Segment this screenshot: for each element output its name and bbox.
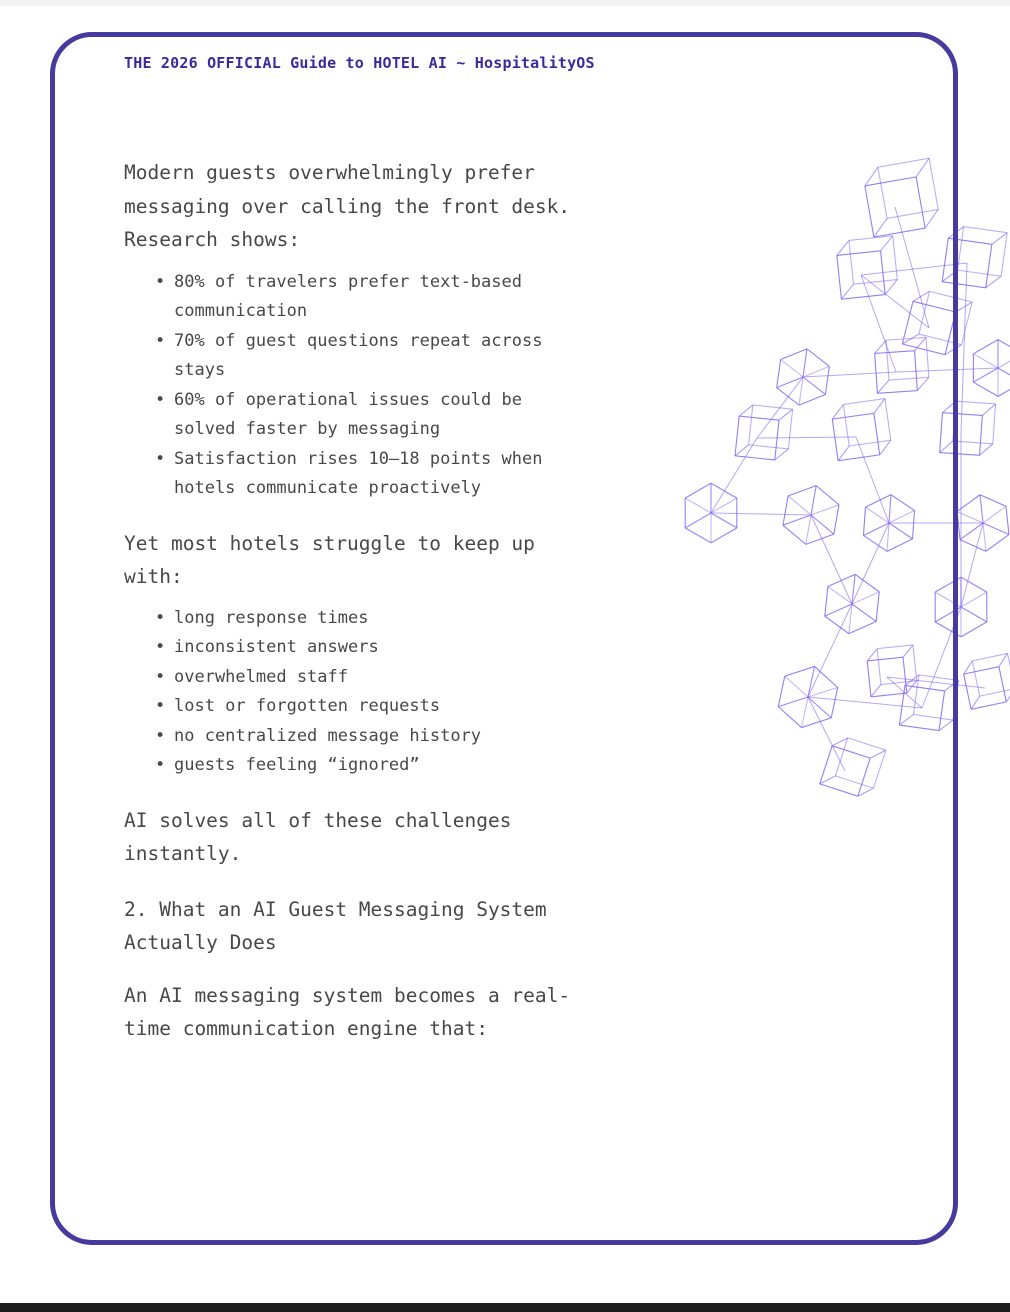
list-item: • 60% of operational issues could be solved faster by messaging	[124, 386, 563, 445]
document-header: THE 2026 OFFICIAL Guide to HOTEL AI ~ HospitalityOS	[124, 54, 595, 72]
list-item: • long response times	[124, 604, 563, 634]
section2-intro-paragraph: An AI messaging system becomes a real-time communication engine that:	[124, 983, 571, 1040]
top-edge-strip	[0, 0, 1010, 6]
intro-line-1: Modern guests overwhelmingly prefer messaging over calling the front desk.	[124, 161, 571, 218]
list-item: • no centralized message history	[124, 722, 563, 752]
list-item: • Satisfaction rises 10–18 points when hotels communicate proactively	[124, 445, 563, 504]
list-item: • guests feeling “ignored”	[124, 751, 563, 781]
struggle-paragraph: Yet most hotels struggle to keep up with:	[124, 531, 535, 588]
intro-line-2: Research shows:	[124, 228, 301, 251]
page-frame	[50, 32, 958, 1245]
list-item: • inconsistent answers	[124, 633, 563, 663]
section2-heading: 2. What an AI Guest Messaging System Actually Does	[124, 897, 547, 954]
list-item: • 70% of guest questions repeat across stays	[124, 327, 563, 386]
list-item: • 80% of travelers prefer text-based communication	[124, 268, 563, 327]
bottom-edge-bar	[0, 1303, 1010, 1312]
list-item: • lost or forgotten requests	[124, 692, 563, 722]
list-item: • overwhelmed staff	[124, 663, 563, 693]
struggle-list	[124, 604, 744, 781]
research-stats-list	[124, 268, 744, 504]
solves-paragraph: AI solves all of these challenges instantly.	[124, 808, 512, 865]
intro-paragraph	[124, 156, 582, 257]
document-content	[124, 53, 744, 1046]
